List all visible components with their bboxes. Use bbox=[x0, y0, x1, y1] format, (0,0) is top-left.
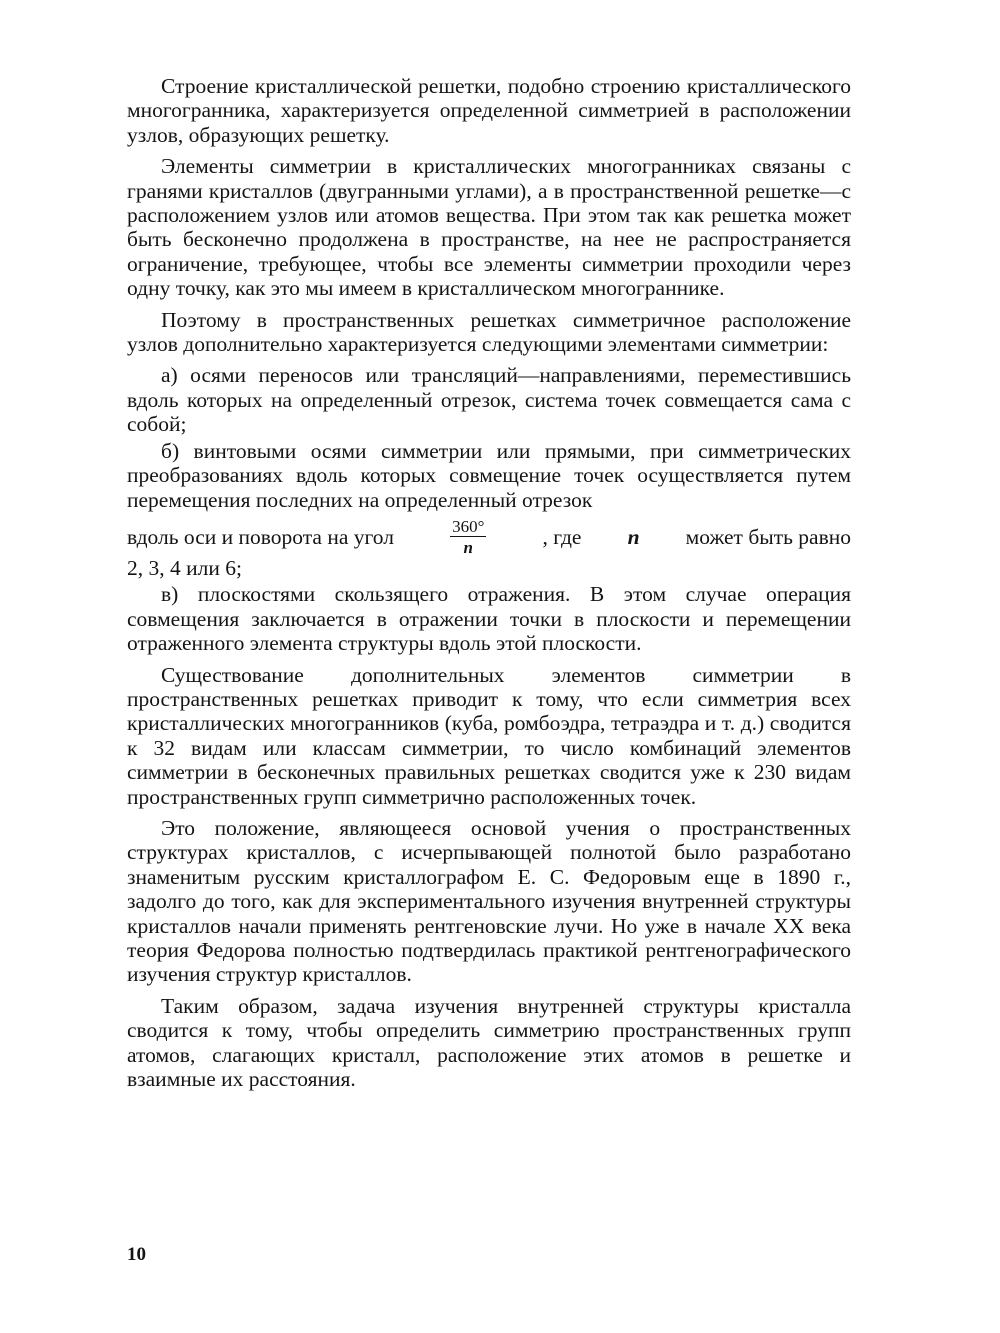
formula-line bbox=[127, 518, 851, 556]
fraction-numerator: 360° bbox=[452, 516, 485, 536]
paragraph-space-groups: Существование дополнительных элементов симметрии в пространственных решетках приводит к тому, что если симметрия всех кристаллических многогранников (куба, ромбоэдра, тетраэдра и т. д.) сводится к 32 видам или классам симметрии, то число комбинаций элементов симметрии в бесконечных правильных решетках сводится уже к 230 видам пространственных групп симметрично расположенных точек. bbox=[127, 662, 851, 809]
formula-continuation: 2, 3, 4 или 6; bbox=[127, 555, 242, 580]
formula-text-before: вдоль оси и поворота на угол bbox=[127, 524, 394, 549]
formula-text-where: , где bbox=[542, 524, 582, 549]
list-item-glide-planes: в) плоскостями скользящего отражения. В этом случае операция совмещения заключается в отражении точки в плоскости и перемещении отраженного элемента структуры вдоль этой плоскости. bbox=[127, 582, 851, 656]
paragraph-symmetry-elements: Элементы симметрии в кристаллических многогранниках связаны с гранями кристаллов (двугранными углами), а в пространственной решетке—с расположением узлов или атомов вещества. При этом так как решетка может быть бесконечно продолжена в пространстве, на нее не распространяется ограничение, требующее, чтобы все элементы симметрии проходили через одну точку, как это мы имеем в кристаллическом многограннике. bbox=[127, 154, 851, 301]
paragraph-fedorov: Это положение, являющееся основой учения о пространственных структурах кристаллов, с исчерпывающей полнотой было разработано знаменитым русским кристаллографом Е. С. Федоровым еще в 1890 г., задолго до того, как для экспериментального изучения внутренней структуры кристаллов начали применять рентгеновские лучи. Но уже в начале XX века теория Федорова полностью подтвердилась практикой рентгенографического изучения структур кристаллов. bbox=[127, 815, 851, 987]
paragraph-conclusion: Таким образом, задача изучения внутренней структуры кристалла сводится к тому, чтобы определить симметрию пространственных групп атомов, слагающих кристалл, расположение этих атомов в решетке и взаимные их расстояния. bbox=[127, 993, 851, 1092]
page-body bbox=[127, 74, 851, 1098]
page-number: 10 bbox=[127, 1244, 146, 1265]
list-item-screw-axes: б) винтовыми осями симметрии или прямыми, при симметрических преобразованиях вдоль которых совмещение точек осуществляется путем перемещения последних на определенный отрезок bbox=[127, 438, 851, 512]
angle-fraction bbox=[450, 518, 486, 556]
paragraph-additional-elements: Поэтому в пространственных решетках симметричное расположение узлов дополнительно характеризуется следующими элементами симметрии: bbox=[127, 307, 851, 357]
list-item-translation-axes: а) осями переносов или трансляций—направлениями, переместившись вдоль которых на определенный отрезок, система точек совмещается сама с собой; bbox=[127, 363, 851, 437]
formula-variable: n bbox=[627, 524, 640, 549]
formula-text-after: может быть равно bbox=[685, 524, 851, 549]
paragraph-lattice-structure: Строение кристаллической решетки, подобно строению кристаллического многогранника, характеризуется определенной симметрией в расположении узлов, образующих решетку. bbox=[127, 74, 851, 147]
fraction-denominator: n bbox=[463, 537, 473, 557]
